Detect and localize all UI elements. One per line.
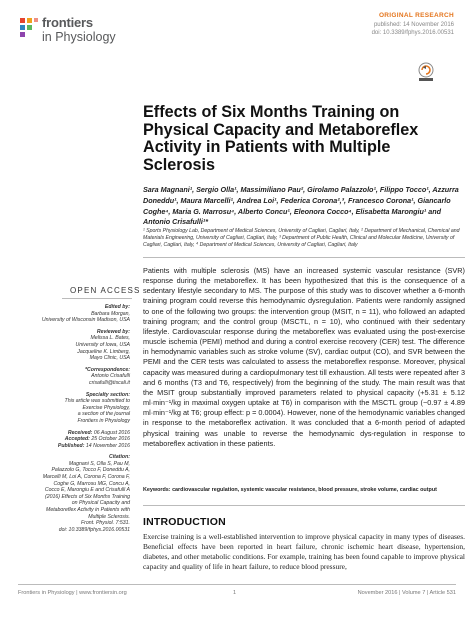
open-access-label: OPEN ACCESS	[70, 286, 141, 295]
affiliations: ¹ Sports Physiology Lab, Department of Medical Sciences, University of Cagliari, Cagliari, Italy, ² Department of Mechanical, Chemical and Materials Engineering, University of Cagliari, Cagliari, Italy, ³ Department of Public Health, Clinical and Molecular Medicine, University of Cagliari, Cagliari, Italy, ⁴ Department of Medical Sciences, University of Cagliari, Cagliari, Italy	[143, 228, 460, 249]
footer-issue-info: November 2016 | Volume 7 | Article 531	[357, 590, 456, 596]
divider	[143, 257, 465, 258]
published-value: 14 November 2016	[85, 442, 130, 449]
received-date	[0, 430, 130, 437]
logo-text-journal: in Physiology	[42, 30, 116, 44]
sidebar-editors	[0, 304, 130, 533]
keywords	[143, 487, 465, 494]
published-date: published: 14 November 2016	[373, 21, 454, 28]
citation-text: Magnani S, Olla S, Pau M, Palazzolo G, Tocco F, Doneddu A, Marcelli M, Loi A, Corona F, Corona F, Coghe G, Marrosu MG, Concu A, Cocco E, Marongiu E and Crisafulli A (2016) Effects of Six Months Training on Physical Capacity and Metaboreflex Activity in Patients with Multiple Sclerosis. Front. Physiol. 7:531. doi: 10.3389/fphys.2016.00531	[42, 460, 130, 533]
logo-text-frontiers: frontiers	[42, 15, 93, 30]
frontiers-logo-icon	[18, 16, 40, 38]
specialty-heading: Specialty section:	[85, 391, 130, 398]
reviewed-by-text: Melissa L. Bates, University of Iowa, USA Jacqueline K. Limberg, Mayo Clinic, USA	[75, 335, 130, 362]
keywords-label: Keywords:	[143, 487, 171, 493]
check-for-updates-icon[interactable]	[417, 62, 435, 84]
sidebar-divider	[62, 298, 132, 299]
abstract: Patients with multiple sclerosis (MS) have an increased systemic vascular resistance (SVR) response during the metaboreflex. It has been hypothesized that this is the consequence of a sedentary lifestyle secondary to MS. The purpose of this study was to discover whether a 6-month training program could reverse this hemodynamic dysregulation. Patients were randomly assigned to one of the following two groups: the intervention group (MSIT, n = 11), who followed an adapted training program; and the control group (MSCTL, n = 10), who continued with their sedentary lifestyle. Cardiovascular response during the metaboreflex was evaluated using the post-exercise muscle ischemia (PEMI) method and during a control exercise recovery (CER) test. The difference in hemodynamic variables such as stroke volume (SV), cardiac output (CO), and SVR between the PEMI and the CER tests was calculated to assess the metaboreflex response. Moreover, physical capacity was measured during a cardiopulmonary test till exhaustion. All tests were repeated after 3 and 6 months (T3 and T6, respectively) from the beginning of the study. The main result was that the MSIT group substantially improved parameters related to physical capacity (+5.31 ± 5.12 ml·min⁻¹/kg in maximal oxygen uptake at T6) in comparison with the MSCTL group (−0.97 ± 4.89 ml·min⁻¹/kg at T6; group effect: p = 0.0004). However, none of the hemodynamic variables changed in response to the metaboreflex activation. It was concluded that a 6-month period of adapted physical training was unable to reverse the hemodynamic dys-regulation in response to metaboreflex activation in these patients.	[143, 266, 465, 448]
divider	[143, 505, 465, 506]
correspondence-text[interactable]: Antonio Crisafulli crisafulli@tiscali.it	[88, 373, 130, 386]
specialty-text: This article was submitted to Exercise Physiology, a section of the journal Frontiers in Physiology	[64, 398, 130, 424]
article-meta-header	[372, 12, 454, 38]
article-type: ORIGINAL RESEARCH	[378, 12, 454, 19]
received-label: Received:	[67, 429, 93, 436]
keywords-list: cardiovascular regulation, systemic vascular resistance, blood pressure, stroke volume, cardiac output	[172, 487, 437, 493]
introduction-text: Exercise training is a well-established intervention to improve physical capacity in many types of diseases. Beneficial effects have been reported in heart failure, chronic ischemic heart disease, hypertension, diabetes, and other metabolic conditions. For example, training has been found capable to improve physical capacity and quality of life in heart failure, to reduce blood pressure,	[143, 532, 465, 572]
footer-divider	[18, 584, 456, 585]
journal-logo[interactable]	[18, 14, 128, 50]
published-label: Published:	[57, 442, 85, 449]
edited-by-heading: Edited by:	[104, 304, 130, 310]
accepted-label: Accepted:	[64, 436, 90, 443]
page-number: 1	[233, 590, 237, 596]
accepted-date	[0, 436, 130, 443]
author-list[interactable]: Sara Magnani¹, Sergio Olla¹, Massimiliano Pau², Girolamo Palazzolo¹, Filippo Tocco¹, Azzurra Doneddu¹, Maura Marcelli¹, Andrea Loi¹, Federica Corona²,³, Francesco Corona¹, Giancarlo Coghe⁴, Maria G. Marrosu⁴, Alberto Concu¹, Eleonora Cocco⁴, Elisabetta Marongiu¹ and Antonio Crisafulli¹*	[143, 185, 459, 227]
reviewed-by-heading: Reviewed by:	[96, 328, 130, 335]
accepted-value: 25 October 2016	[91, 436, 130, 443]
article-title: Effects of Six Months Training on Physical Capacity and Metaboreflex Activity in Patients with Multiple Sclerosis	[143, 103, 419, 174]
citation-heading: Citation:	[108, 454, 130, 461]
section-heading-introduction: INTRODUCTION	[143, 516, 226, 528]
correspondence-heading: *Correspondence:	[85, 366, 130, 373]
published-date-sidebar	[0, 443, 130, 450]
edited-by-text: Barbara Morgan, University of Wisconsin Madison, USA	[41, 310, 130, 324]
doi-link[interactable]: doi: 10.3389/fphys.2016.00531	[371, 30, 454, 36]
received-value: 06 August 2016	[93, 429, 130, 436]
footer-journal-link[interactable]: Frontiers in Physiology | www.frontiersin.org	[18, 590, 127, 596]
